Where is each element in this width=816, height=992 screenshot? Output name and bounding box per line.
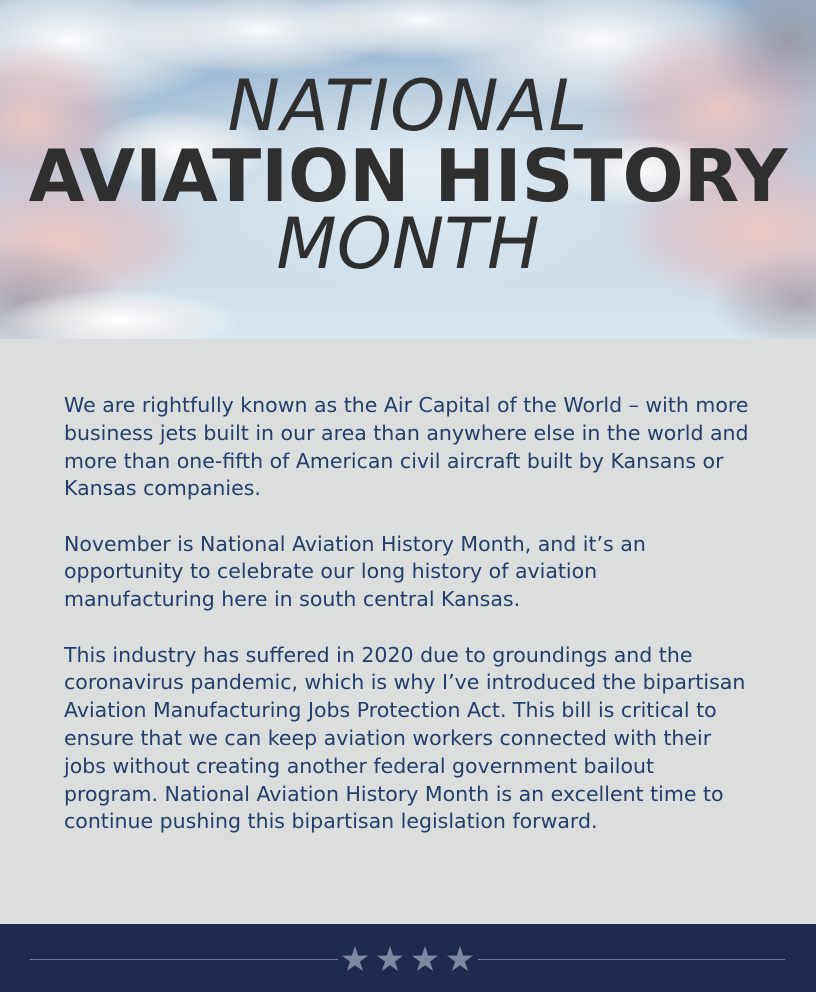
paragraph-air-capital: We are rightfully known as the Air Capital of the World – with more business jets built in our area than anywhere else in the world and more than one-fifth of American civil aircraft built by Kansans or Kansas companies. xyxy=(64,393,749,501)
footer-divider-left xyxy=(30,959,338,960)
star-icon xyxy=(447,946,473,971)
paragraph-november: November is National Aviation History Month, and it’s an opportunity to celebrate our long history of aviation manufacturing here in south central Kansas. xyxy=(64,531,646,612)
sky-hero-banner xyxy=(0,0,816,339)
star-icon xyxy=(342,946,368,971)
footer-stars xyxy=(338,938,478,978)
paragraph-industry: This industry has suffered in 2020 due to groundings and the coronavirus pandemic, which is why I’ve introduced the bipartisan Aviation Manufacturing Jobs Protection Act. This bill is critical to ensure that we can keep aviation workers connected with their jobs without creating another federal government bailout program. National Aviation History Month is an excellent time to continue pushing this bipartisan legislation forward. xyxy=(64,642,746,834)
title-month: MONTH xyxy=(276,203,540,285)
footer-divider-right xyxy=(478,959,785,960)
page-title xyxy=(0,0,816,339)
title-aviation-history: AVIATION HISTORY xyxy=(28,134,788,218)
star-icon xyxy=(412,946,438,971)
footer-bar xyxy=(0,924,816,992)
article-body xyxy=(64,392,754,864)
star-icon xyxy=(377,946,403,971)
title-national: NATIONAL xyxy=(227,65,589,147)
